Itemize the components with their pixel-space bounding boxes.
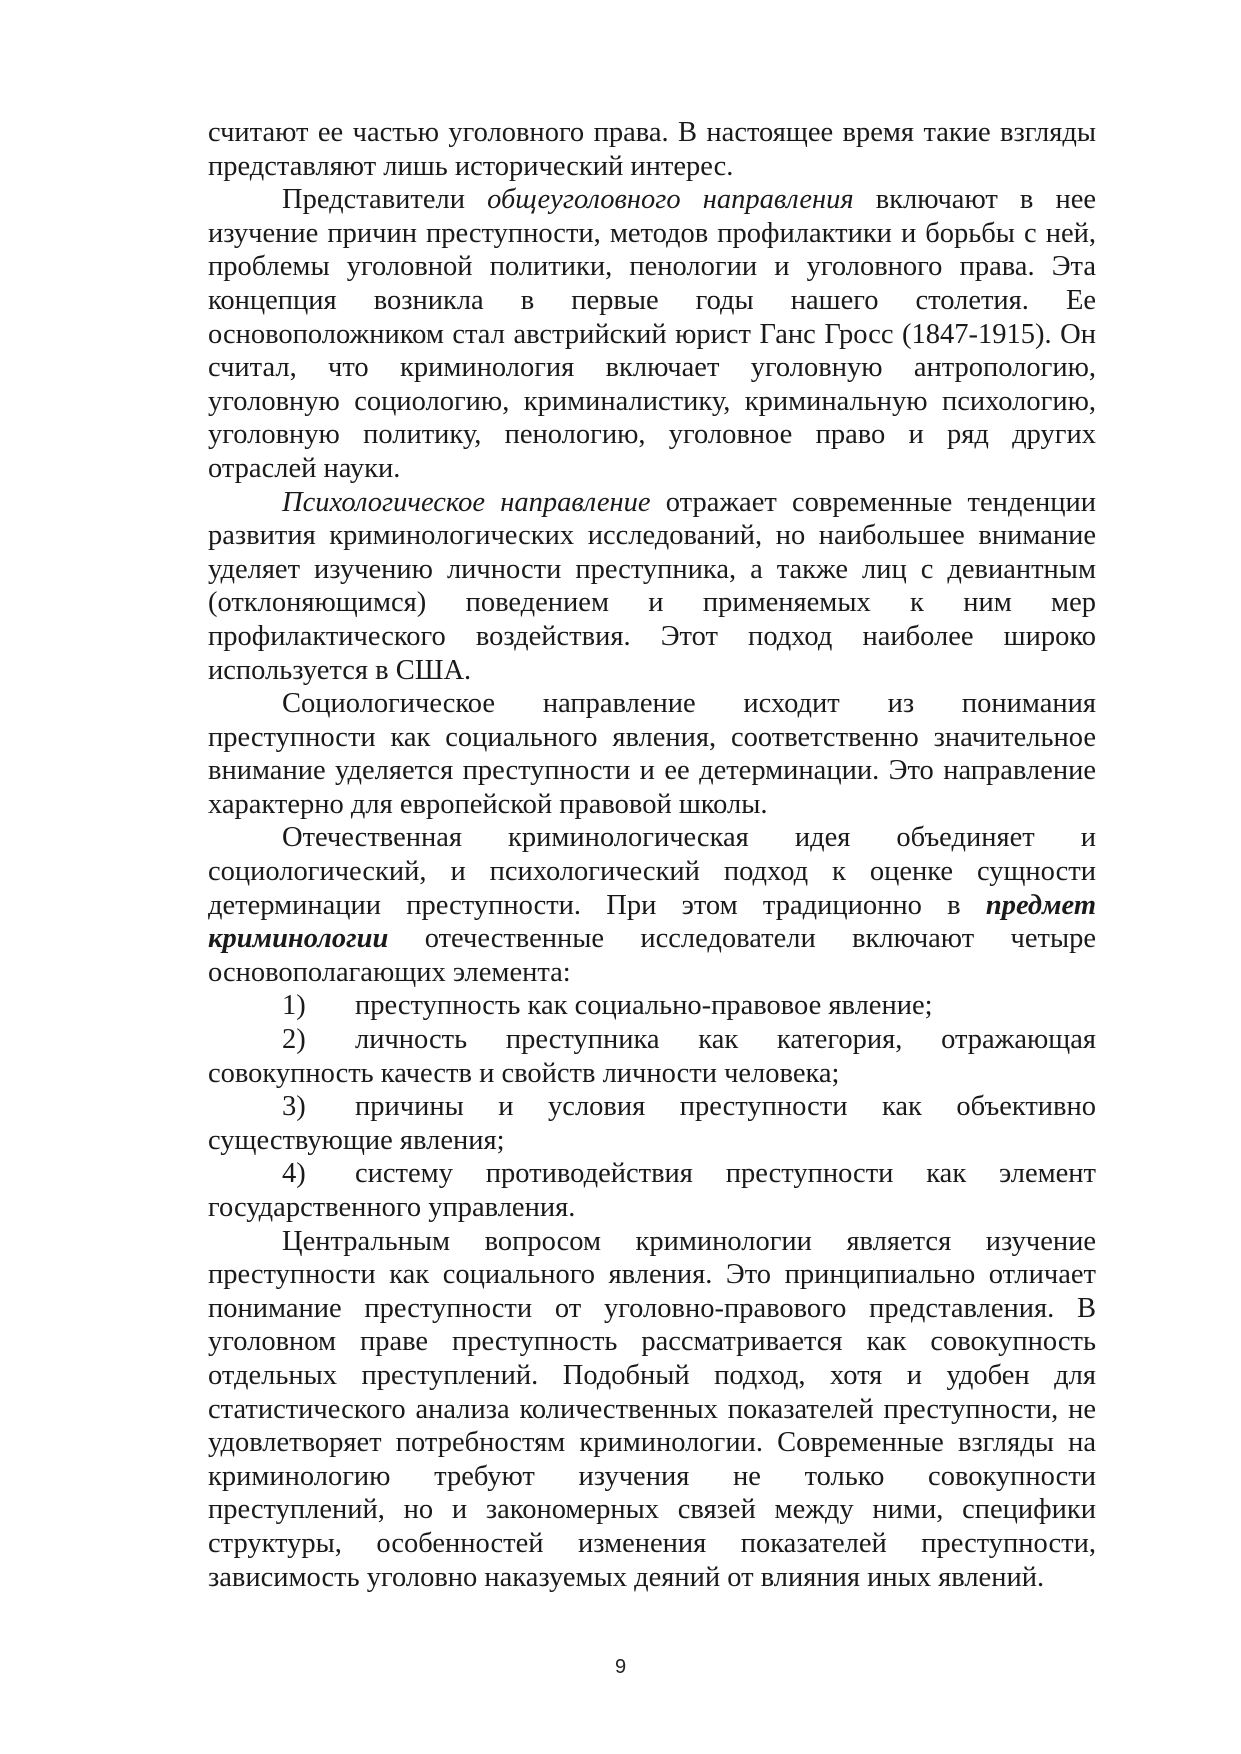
paragraph-5-prefix: Отечественная криминологическая идея объединяет и социологический, и психологический подход к оценке сущности детерминации преступности. При этом традиционно в	[208, 822, 1096, 921]
paragraph-2-text: включают в нее изучение причин преступности, методов профилактики и борьбы с ней, проблемы уголовной политики, пенологии и уголовного права. Эта концепция возникла в первые годы нашего столетия. Ее основоположником стал австрийский юрист Ганс Гросс (1847-1915). Он считал, что криминология включает уголовную антропологию, уголовную социологию, криминалистику, криминальную психологию, уголовную политику, пенологию, уголовное право и ряд других отраслей науки.	[208, 184, 1097, 484]
list-item	[208, 1090, 1096, 1157]
document-body	[208, 116, 1096, 1594]
list-item-number: 4)	[282, 1158, 306, 1190]
paragraph-3	[208, 486, 1096, 688]
list-item-number: 2)	[282, 1024, 306, 1056]
paragraph-6: Центральным вопросом криминологии является изучение преступности как социального явления. Это принципиально отличает понимание преступности от уголовно-правового представления. В уголовном праве преступность рассматривается как совокупность отдельных преступлений. Подобный подход, хотя и удобен для статистического анализа количественных показателей преступности, не удовлетворяет потребностям криминологии. Современные взгляды на криминологию требуют изучения не только совокупности преступлений, но и закономерных связей между ними, специфики структуры, особенностей изменения показателей преступности, зависимость уголовно наказуемых деяний от влияния иных явлений.	[208, 1225, 1096, 1593]
term-subject-of-criminology: предмет криминологии	[208, 889, 1096, 955]
list-item-text: преступность как социально-правовое явление;	[355, 990, 933, 1022]
page-number: 9	[614, 1656, 627, 1678]
list-item-text: личность преступника как категория, отражающая совокупность качеств и свойств личности человека;	[208, 1024, 1096, 1089]
paragraph-2-prefix: Представители	[282, 184, 488, 216]
paragraph-2	[208, 183, 1096, 485]
paragraph-5	[208, 821, 1096, 989]
list-item	[208, 989, 1096, 1023]
list-item	[208, 1023, 1096, 1090]
paragraph-5-text: отечественные исследователи включают четыре основополагающих элемента:	[208, 923, 1096, 988]
list-item	[208, 1157, 1096, 1224]
list-item-number: 1)	[282, 990, 306, 1022]
term-general-criminal-direction: общеуголовного направления	[487, 184, 854, 216]
paragraph-3-text: отражает современные тенденции развития криминологических исследований, но наибольшее внимание уделяет изучению личности преступника, а также лиц с девиантным (отклоняющимся) поведением и применяемых к ним мер профилактического воздействия. Этот подход наиболее широко используется в США.	[208, 486, 1097, 686]
paragraph-1: считают ее частью уголовного права. В настоящее время такие взгляды представляют лишь исторический интерес.	[208, 117, 1096, 182]
term-psychological-direction: Психологическое направление	[282, 486, 651, 518]
list-item-text: причины и условия преступности как объективно существующие явления;	[208, 1091, 1096, 1156]
list-item-text: систему противодействия преступности как элемент государственного управления.	[208, 1158, 1096, 1223]
list-item-number: 3)	[282, 1091, 306, 1123]
paragraph-4: Социологическое направление исходит из понимания преступности как социального явления, соответственно значительное внимание уделяется преступности и ее детерминации. Это направление характерно для европейской правовой школы.	[208, 688, 1096, 820]
